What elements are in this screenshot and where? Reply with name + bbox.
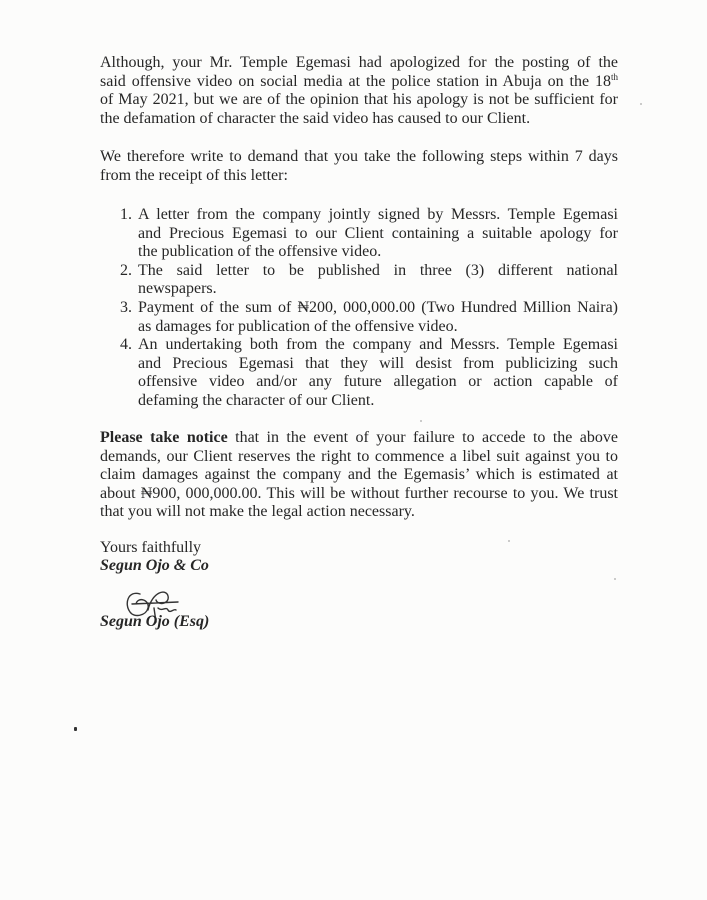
text-line: A letter from the company jointly signed by Messrs. Temple Egemasi [138,206,618,223]
text-line: demands, our Client reserves the right to commence a libel suit against you to [100,447,618,465]
text-line: Although, your Mr. Temple Egemasi had apologized for the posting of the [100,54,618,71]
text-line: about ₦900, 000,000.00. This will be without further recourse to you. We trust [100,484,618,502]
demand-item [120,336,618,410]
text-line: from the receipt of this letter: [100,166,288,184]
text-line: claim damages against the company and the Egemasis’ which is estimated at [100,466,618,484]
text-line [100,429,618,448]
firm-name: Segun Ojo & Co [100,557,209,574]
text-line: Payment of the sum of ₦200, 000,000.00 (Two Hundred Million Naira) [138,298,618,316]
text-line: offensive video and/or any future allegation or action capable of [138,373,618,391]
demand-number: 1. [120,206,132,223]
signatory-name: Segun Ojo (Esq) [100,613,210,630]
text-line: The said letter to be published in three (3) different national [138,261,618,279]
scan-speck [614,578,616,580]
text-line: and Precious Egemasi that they will desist from publicizing such [138,354,618,372]
paragraph-notice [100,429,618,522]
scan-speck [74,727,77,731]
demands-list [120,206,618,411]
demand-number: 2. [120,261,132,279]
text-line: the defamation of character the said video has caused to our Client. [100,109,531,127]
scan-speck [508,540,510,542]
text-line [100,73,618,92]
demand-number: 4. [120,336,132,354]
demand-item [120,262,618,299]
paragraph-demand-intro [100,148,618,185]
scan-speck [640,103,642,105]
text-line: that you will not make the legal action necessary. [100,503,415,521]
demand-item [120,206,618,262]
scan-speck [420,420,422,422]
text-line: the publication of the offensive video. [138,243,382,261]
salutation: Yours faithfully [100,539,202,556]
paragraph-apology [100,54,618,128]
demand-item [120,299,618,336]
text-line: newspapers. [138,280,217,298]
notice-lead: Please take notice [100,429,228,446]
text-line: An undertaking both from the company and Messrs. Temple Egemasi [138,336,618,354]
text-line: We therefore write to demand that you take the following steps within 7 days [100,148,618,165]
text-span: that in the event of your failure to accede to the above [227,429,618,446]
text-line: defaming the character of our Client. [138,391,375,409]
demand-number: 3. [120,298,132,316]
text-span: said offensive video on social media at the police station in Abuja on the 18 [100,72,611,90]
ordinal-suffix: th [610,71,618,82]
text-line: of May 2021, but we are of the opinion that his apology is not be sufficient for [100,91,618,109]
text-line: and Precious Egemasi to our Client containing a suitable apology for [138,224,618,242]
text-line: as damages for publication of the offensive video. [138,317,458,335]
